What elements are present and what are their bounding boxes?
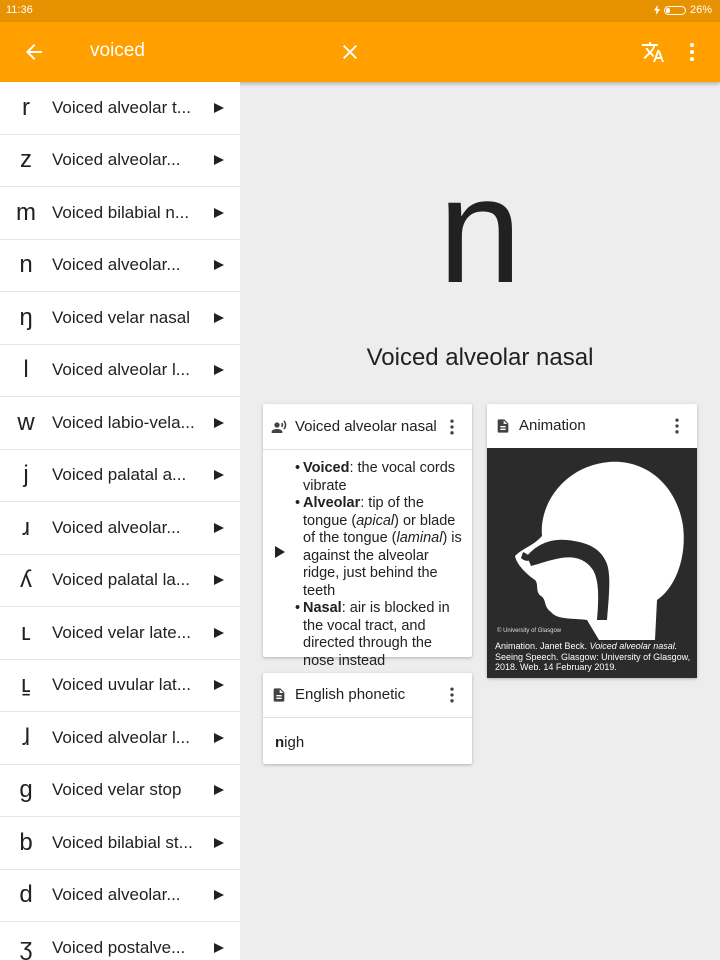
list-item-symbol: ʟ — [21, 618, 31, 646]
list-item[interactable] — [0, 817, 240, 870]
list-item[interactable] — [0, 607, 240, 660]
translate-icon[interactable] — [641, 40, 665, 64]
list-item[interactable] — [0, 870, 240, 923]
animation-card-header — [487, 404, 697, 447]
list-item-symbol: ʒ — [19, 933, 33, 960]
list-item[interactable] — [0, 450, 240, 503]
description-item: • Nasal: air is blocked in the vocal tract, and directed through the nose instead — [295, 600, 466, 670]
sound-list — [0, 82, 240, 960]
list-item-symbol: d — [19, 881, 33, 909]
play-arrow-icon[interactable] — [214, 575, 224, 585]
list-item[interactable] — [0, 82, 240, 135]
list-item[interactable] — [0, 712, 240, 765]
list-item-label: Voiced bilabial st... — [52, 832, 193, 852]
list-item-symbol: w — [17, 408, 35, 436]
list-item-label: Voiced uvular lat... — [52, 675, 191, 695]
charging-icon — [654, 5, 660, 15]
status-bar — [0, 0, 720, 22]
list-item-symbol: j — [23, 461, 29, 489]
list-item[interactable] — [0, 292, 240, 345]
list-item[interactable] — [0, 135, 240, 188]
list-item-label: Voiced alveolar l... — [52, 727, 190, 747]
list-item[interactable] — [0, 555, 240, 608]
battery-percent: 26% — [689, 4, 712, 16]
list-item-label: Voiced labio-vela... — [52, 412, 195, 432]
battery-icon — [664, 6, 686, 15]
list-item-label: Voiced velar nasal — [52, 307, 190, 327]
play-arrow-icon[interactable] — [214, 208, 224, 218]
phonetic-example: nigh — [275, 734, 305, 751]
phonetic-card — [263, 673, 472, 764]
play-arrow-icon[interactable] — [214, 470, 224, 480]
description-body — [263, 450, 472, 669]
list-item-label: Voiced velar late... — [52, 622, 191, 642]
play-arrow-icon[interactable] — [214, 680, 224, 690]
list-item-label: Voiced alveolar l... — [52, 360, 190, 380]
play-arrow-icon[interactable] — [214, 418, 224, 428]
list-item[interactable] — [0, 187, 240, 240]
phonetic-card-title: English phonetic — [295, 686, 406, 703]
list-item-label: Voiced palatal la... — [52, 570, 190, 590]
list-item-symbol: l — [23, 356, 29, 384]
list-item-label: Voiced palatal a... — [52, 465, 187, 485]
list-item[interactable] — [0, 922, 240, 960]
status-time: 11:36 — [6, 4, 33, 16]
list-item-label: Voiced alveolar t... — [52, 97, 191, 117]
document-icon — [271, 687, 287, 703]
document-icon — [495, 418, 511, 434]
list-item-symbol: z — [20, 146, 32, 174]
play-arrow-icon[interactable] — [214, 838, 224, 848]
speaker-person-icon — [271, 419, 287, 435]
play-arrow-icon[interactable] — [214, 365, 224, 375]
more-vert-icon[interactable] — [442, 685, 462, 705]
play-arrow-icon[interactable] — [214, 313, 224, 323]
more-vert-icon[interactable] — [667, 416, 687, 436]
description-card-title: Voiced alveolar nasal — [295, 417, 437, 435]
play-icon[interactable] — [274, 546, 286, 558]
list-item[interactable] — [0, 660, 240, 713]
description-item: • Alveolar: tip of the tongue (apical) or blade of the tongue (laminal) is against the alveolar ridge, just behind the teeth — [295, 495, 466, 600]
list-item-symbol: n — [19, 251, 33, 279]
image-caption: Animation. Janet Beck. Voiced alveolar nasal. Seeing Speech. Glasgow: University of Glasgow, 2018. Web. 14 February 2019. — [495, 641, 691, 672]
list-item-symbol: b — [19, 828, 33, 856]
phonetic-card-header — [263, 673, 472, 718]
more-vert-icon[interactable] — [442, 417, 462, 437]
play-arrow-icon[interactable] — [214, 890, 224, 900]
list-item-label: Voiced alveolar... — [52, 255, 181, 275]
play-arrow-icon[interactable] — [214, 523, 224, 533]
close-icon[interactable] — [338, 40, 362, 64]
detail-title: Voiced alveolar nasal — [366, 344, 594, 371]
list-item[interactable] — [0, 345, 240, 398]
list-item[interactable] — [0, 765, 240, 818]
search-input[interactable]: voiced — [90, 40, 145, 61]
animation-card — [487, 404, 697, 678]
play-arrow-icon[interactable] — [214, 103, 224, 113]
description-card — [263, 404, 472, 669]
animation-image[interactable] — [487, 448, 697, 678]
play-arrow-icon[interactable] — [214, 260, 224, 270]
play-arrow-icon[interactable] — [214, 733, 224, 743]
description-card-header — [263, 404, 472, 450]
detail-pane — [240, 82, 720, 960]
list-item-label: Voiced alveolar... — [52, 150, 181, 170]
list-item-symbol: r — [22, 93, 30, 121]
animation-card-title: Animation — [519, 416, 586, 434]
list-item-symbol: ɺ — [22, 723, 30, 751]
description-list — [295, 460, 466, 670]
play-arrow-icon[interactable] — [214, 943, 224, 953]
image-copyright: © University of Glasgow — [497, 628, 562, 634]
list-item-symbol: ŋ — [19, 303, 33, 331]
list-item-symbol: g — [19, 776, 33, 804]
list-item-label: Voiced postalve... — [52, 937, 186, 957]
detail-symbol: n — [438, 146, 522, 314]
back-arrow-icon[interactable] — [22, 40, 46, 64]
list-item[interactable] — [0, 397, 240, 450]
play-arrow-icon[interactable] — [214, 785, 224, 795]
list-item-label: Voiced velar stop — [52, 780, 182, 800]
list-item-symbol: ʟ̠ — [21, 671, 31, 699]
play-arrow-icon[interactable] — [214, 628, 224, 638]
battery-level — [666, 8, 670, 13]
more-vert-icon[interactable] — [680, 40, 704, 64]
list-item-label: Voiced bilabial n... — [52, 202, 190, 222]
list-item-symbol: m — [16, 198, 36, 226]
list-item[interactable] — [0, 240, 240, 293]
play-arrow-icon[interactable] — [214, 155, 224, 165]
list-item-symbol: ɹ — [22, 513, 30, 541]
list-item-label: Voiced alveolar... — [52, 885, 181, 905]
list-item-label: Voiced alveolar... — [52, 517, 181, 537]
list-item-symbol: ʎ — [20, 566, 32, 594]
list-item[interactable] — [0, 502, 240, 555]
toolbar — [0, 22, 720, 82]
description-item: • Voiced: the vocal cords vibrate — [295, 460, 466, 495]
